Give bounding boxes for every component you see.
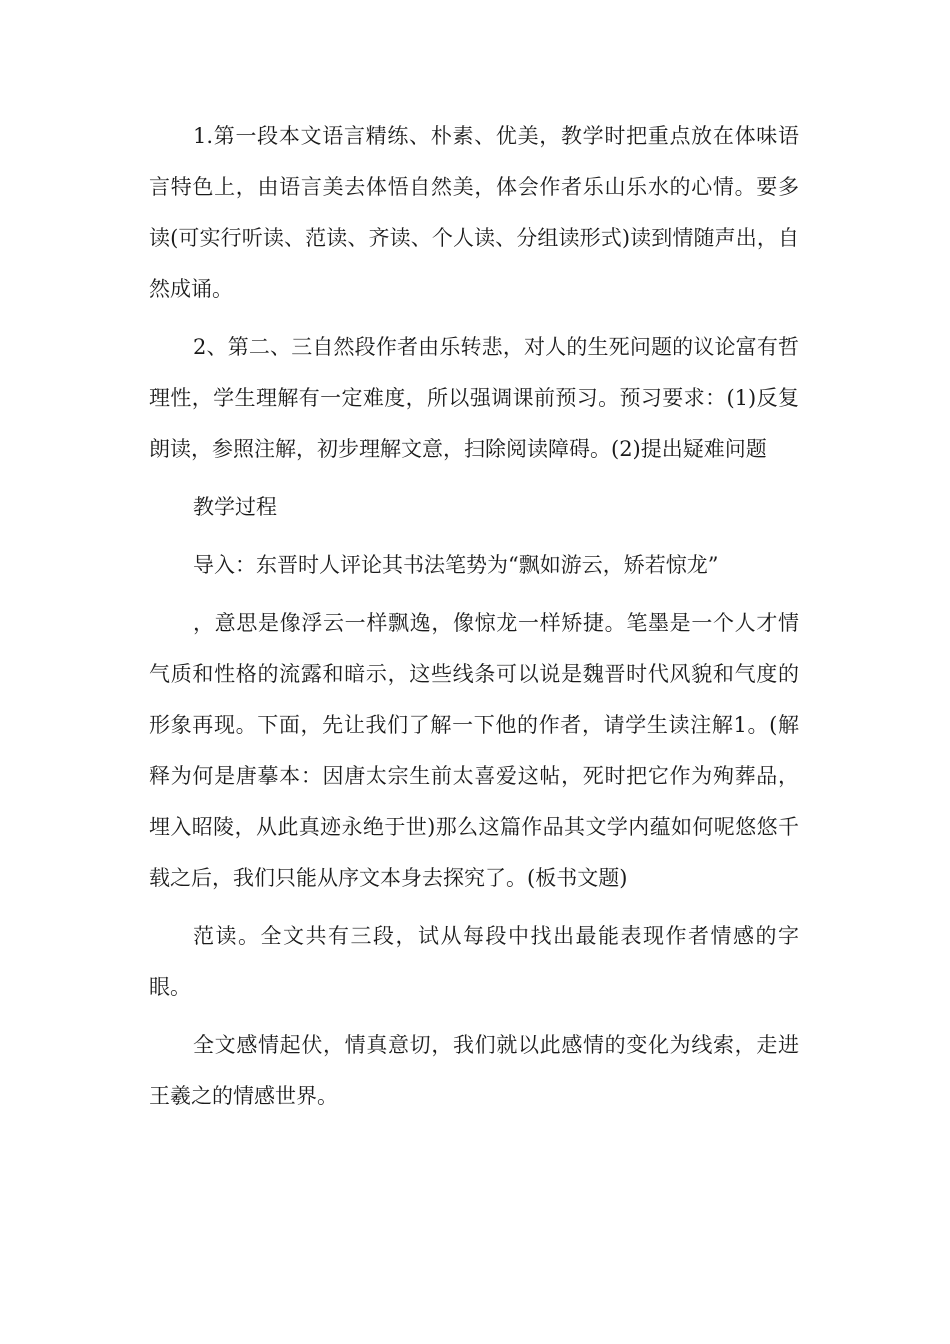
- document-body: [149, 111, 799, 1129]
- paragraph-2: 2、第二、三自然段作者由乐转悲，对人的生死问题的议论富有哲理性，学生理解有一定难度，所以强调课前预习。预习要求：(1)反复朗读，参照注解，初步理解文意，扫除阅读障碍。(2)提出疑难问题: [149, 335, 799, 461]
- paragraph-emotion-clue: 全文感情起伏，情真意切，我们就以此感情的变化为线索，走进王羲之的情感世界。: [149, 1033, 799, 1108]
- paragraph-introduction: 导入：东晋时人评论其书法笔势为“飘如游云，矫若惊龙”: [193, 553, 719, 577]
- paragraph-introduction-continued: ，意思是像浮云一样飘逸，像惊龙一样矫捷。笔墨是一个人才情气质和性格的流露和暗示，这些线条可以说是魏晋时代风貌和气度的形象再现。下面，先让我们了解一下他的作者，请学生读注解1。(解释为何是唐摹本：因唐太宗生前太喜爱这帖，死时把它作为殉葬品，埋入昭陵，从此真迹永绝于世)那么这篇作品其文学内蕴如何呢悠悠千载之后，我们只能从序文本身去探究了。(板书文题): [149, 611, 799, 890]
- paragraph-1: 1.第一段本文语言精练、朴素、优美，教学时把重点放在体味语言特色上，由语言美去体悟自然美，体会作者乐山乐水的心情。要多读(可实行听读、范读、齐读、个人读、分组读形式)读到情随声出，自然成诵。: [149, 124, 799, 301]
- section-heading-teaching-process: 教学过程: [193, 495, 277, 519]
- paragraph-model-reading: 范读。全文共有三段，试从每段中找出最能表现作者情感的字眼。: [149, 924, 799, 999]
